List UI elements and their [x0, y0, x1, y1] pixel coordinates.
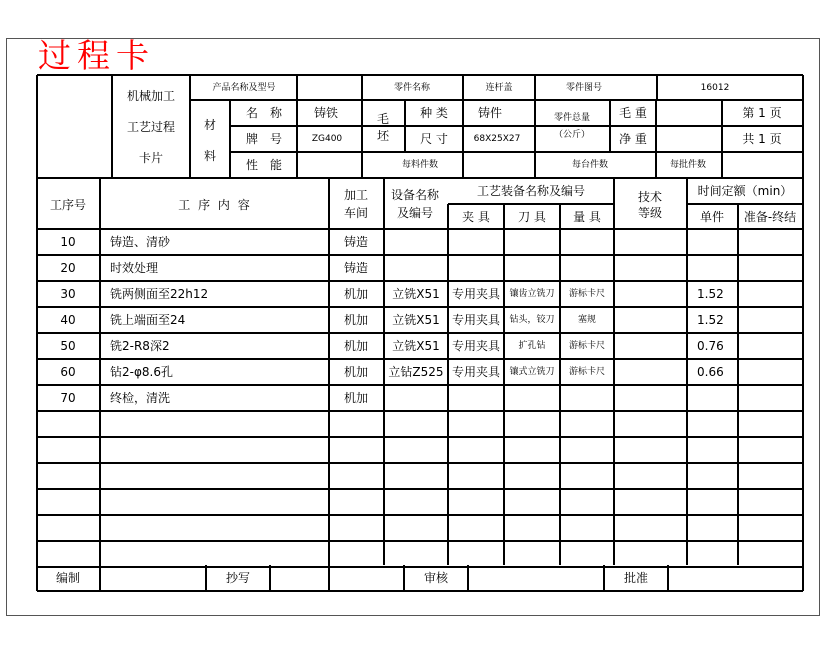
card-title: 过程卡 — [38, 36, 155, 75]
footer-compiled-label: 编制 — [55, 571, 81, 585]
card-type-line-3: 卡片 — [138, 151, 164, 165]
row-6-step-content: 钻2-φ8.6孔 — [110, 365, 173, 379]
row-3-equipment: 立铣X51 — [392, 287, 440, 301]
col-tech-grade-2: 等级 — [637, 206, 663, 220]
col-tech-grade-1: 技术 — [637, 190, 663, 204]
blank-label-1: 毛 — [376, 112, 390, 126]
row-7-step-content: 终检，清洗 — [110, 391, 171, 405]
row-5-step-no: 50 — [60, 339, 76, 353]
row-3-cutter: 镶齿立铣刀 — [509, 289, 555, 299]
row-3-workshop: 机加 — [343, 287, 369, 301]
row-1-step-content: 铸造、清砂 — [110, 235, 171, 249]
col-workshop-2: 车间 — [343, 206, 369, 220]
part-name-label: 零件名称 — [393, 83, 431, 93]
row-3-unit-time: 1.52 — [697, 287, 724, 301]
col-fixture: 夹 具 — [462, 210, 490, 224]
col-step-no: 工序号 — [49, 198, 87, 212]
col-step-content: 工 序 内 容 — [178, 198, 252, 212]
row-2-workshop: 铸造 — [343, 261, 369, 275]
row-4-unit-time: 1.52 — [697, 313, 724, 327]
col-workshop-1: 加工 — [343, 188, 369, 202]
row-5-unit-time: 0.76 — [697, 339, 724, 353]
name-value: 铸铁 — [313, 106, 339, 120]
footer-reviewed-label: 审核 — [423, 571, 449, 585]
row-3-step-no: 30 — [60, 287, 76, 301]
row-1-step-no: 10 — [60, 235, 76, 249]
material-label-2: 料 — [203, 149, 217, 163]
row-2-step-no: 20 — [60, 261, 76, 275]
row-5-fixture: 专用夹具 — [451, 339, 501, 353]
row-7-workshop: 机加 — [343, 391, 369, 405]
row-1-workshop: 铸造 — [343, 235, 369, 249]
row-4-equipment: 立铣X51 — [392, 313, 440, 327]
per-unit-label: 每台件数 — [571, 160, 609, 170]
property-label: 性 能 — [245, 158, 283, 172]
row-4-gauge: 塞规 — [577, 315, 597, 325]
row-6-step-no: 60 — [60, 365, 76, 379]
net-weight-label: 净 重 — [619, 132, 647, 146]
row-2-step-content: 时效处理 — [110, 261, 159, 275]
row-4-step-no: 40 — [60, 313, 76, 327]
row-5-cutter: 扩孔钻 — [518, 341, 546, 351]
row-6-cutter: 镶式立铣刀 — [509, 367, 555, 377]
row-6-gauge: 游标卡尺 — [568, 367, 606, 377]
col-equipment-2: 及编号 — [396, 206, 434, 220]
row-5-workshop: 机加 — [343, 339, 369, 353]
row-4-fixture: 专用夹具 — [451, 313, 501, 327]
col-cutter: 刀 具 — [518, 210, 546, 224]
product-name-label: 产品名称及型号 — [212, 83, 276, 93]
row-5-equipment: 立铣X51 — [392, 339, 440, 353]
part-total-label-2: （公斤） — [553, 130, 591, 140]
blank-size-label: 尺 寸 — [420, 132, 448, 146]
row-3-step-content: 铣两侧面至22h12 — [110, 287, 209, 301]
footer-approved-label: 批准 — [623, 571, 649, 585]
page-label: 第 1 页 — [742, 106, 782, 120]
row-6-equipment: 立钻Z525 — [388, 365, 444, 379]
row-3-fixture: 专用夹具 — [451, 287, 501, 301]
row-4-step-content: 铣上端面至24 — [110, 313, 186, 327]
part-drawing-label: 零件图号 — [565, 83, 603, 93]
blank-size-value: 68X25X27 — [473, 134, 521, 144]
grade-label: 牌 号 — [245, 132, 283, 146]
row-3-gauge: 游标卡尺 — [568, 289, 606, 299]
part-name-value: 连杆盖 — [485, 83, 513, 93]
col-unit-time: 单件 — [699, 210, 725, 224]
footer-copied-label: 抄写 — [225, 571, 251, 585]
row-5-step-content: 铣2-R8深2 — [110, 339, 170, 353]
part-drawing-value: 16012 — [700, 83, 730, 93]
col-prep-time: 准备-终结 — [743, 210, 797, 224]
col-tooling-group: 工艺装备名称及编号 — [476, 184, 586, 198]
row-4-cutter: 钻头，铰刀 — [509, 315, 555, 325]
gross-weight-label: 毛 重 — [619, 106, 647, 120]
row-5-gauge: 游标卡尺 — [568, 341, 606, 351]
row-6-unit-time: 0.66 — [697, 365, 724, 379]
blank-label-2: 坯 — [376, 129, 390, 143]
row-6-fixture: 专用夹具 — [451, 365, 501, 379]
col-time-group: 时间定额（min） — [697, 184, 793, 198]
card-type-line-1: 机械加工 — [126, 89, 176, 103]
blank-type-label: 种 类 — [420, 106, 448, 120]
total-pages-label: 共 1 页 — [742, 132, 782, 146]
per-batch-label: 每批件数 — [669, 160, 707, 170]
col-gauge: 量 具 — [573, 210, 601, 224]
parts-per-material-label: 每料件数 — [401, 160, 439, 170]
grade-value: ZG400 — [311, 134, 343, 144]
name-label: 名 称 — [245, 106, 283, 120]
col-equipment-1: 设备名称 — [390, 188, 440, 202]
card-type-line-2: 工艺过程 — [126, 120, 176, 134]
row-6-workshop: 机加 — [343, 365, 369, 379]
blank-type-value: 铸件 — [477, 106, 503, 120]
part-total-label-1: 零件总量 — [553, 113, 591, 123]
row-4-workshop: 机加 — [343, 313, 369, 327]
material-label-1: 材 — [203, 118, 217, 132]
row-7-step-no: 70 — [60, 391, 76, 405]
